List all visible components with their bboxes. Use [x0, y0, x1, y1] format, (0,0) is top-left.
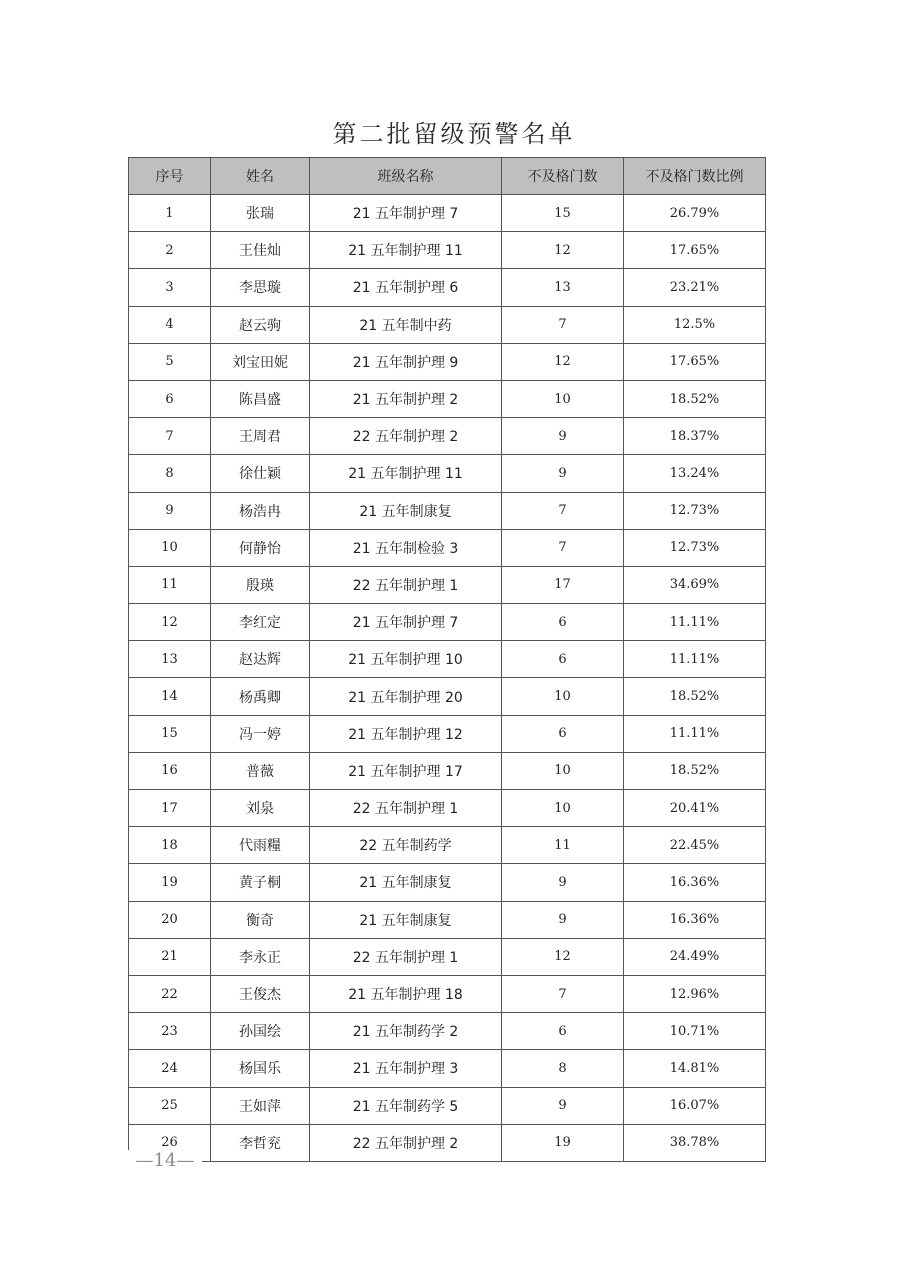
table-row: [129, 641, 766, 678]
name-cell: 王如萍: [211, 1087, 310, 1124]
class-cell: 21 五年制护理 20: [310, 678, 502, 715]
table-row: [129, 343, 766, 380]
failed-ratio-cell: 16.36%: [624, 901, 766, 938]
failed-count-cell: 10: [502, 790, 624, 827]
failed-ratio-cell: 11.11%: [624, 604, 766, 641]
class-cell: 21 五年制护理 10: [310, 641, 502, 678]
failed-count-cell: 7: [502, 975, 624, 1012]
class-cell: 21 五年制护理 2: [310, 380, 502, 417]
failed-count-cell: 8: [502, 1050, 624, 1087]
failed-ratio-cell: 23.21%: [624, 269, 766, 306]
serial-cell: 26: [129, 1124, 211, 1161]
page-title: 第二批留级预警名单: [332, 120, 576, 148]
failed-count-cell: 17: [502, 566, 624, 603]
table-row: [129, 1124, 766, 1161]
failed-ratio-cell: 38.78%: [624, 1124, 766, 1161]
table-row: [129, 380, 766, 417]
class-cell: 21 五年制康复: [310, 864, 502, 901]
serial-cell: 23: [129, 1013, 211, 1050]
serial-cell: 15: [129, 715, 211, 752]
table-row: [129, 752, 766, 789]
serial-cell: 19: [129, 864, 211, 901]
failed-ratio-cell: 12.96%: [624, 975, 766, 1012]
failed-count-cell: 9: [502, 864, 624, 901]
name-cell: 冯一婷: [211, 715, 310, 752]
failed-ratio-cell: 34.69%: [624, 566, 766, 603]
failed-ratio-cell: 14.81%: [624, 1050, 766, 1087]
serial-cell: 22: [129, 975, 211, 1012]
table-row: [129, 306, 766, 343]
failed-count-cell: 10: [502, 678, 624, 715]
header-name: 姓名: [211, 158, 310, 195]
table-row: [129, 269, 766, 306]
serial-cell: 9: [129, 492, 211, 529]
failed-count-cell: 11: [502, 827, 624, 864]
class-cell: 21 五年制康复: [310, 492, 502, 529]
name-cell: 衡奇: [211, 901, 310, 938]
failed-count-cell: 12: [502, 343, 624, 380]
failed-ratio-cell: 11.11%: [624, 641, 766, 678]
header-serial-number: 序号: [129, 158, 211, 195]
table-row: [129, 827, 766, 864]
table-row: [129, 864, 766, 901]
serial-cell: 24: [129, 1050, 211, 1087]
class-cell: 22 五年制护理 1: [310, 938, 502, 975]
class-cell: 21 五年制护理 9: [310, 343, 502, 380]
serial-cell: 8: [129, 455, 211, 492]
name-cell: 黄子桐: [211, 864, 310, 901]
name-cell: 刘宝田妮: [211, 343, 310, 380]
serial-cell: 18: [129, 827, 211, 864]
failed-ratio-cell: 18.52%: [624, 678, 766, 715]
name-cell: 孙国绘: [211, 1013, 310, 1050]
name-cell: 殷瑛: [211, 566, 310, 603]
name-cell: 赵达辉: [211, 641, 310, 678]
serial-cell: 3: [129, 269, 211, 306]
failed-count-cell: 7: [502, 529, 624, 566]
name-cell: 李哲兖: [211, 1124, 310, 1161]
table-row: [129, 492, 766, 529]
serial-cell: 4: [129, 306, 211, 343]
failed-count-cell: 6: [502, 641, 624, 678]
class-cell: 21 五年制护理 7: [310, 604, 502, 641]
table-row: [129, 1013, 766, 1050]
failed-ratio-cell: 11.11%: [624, 715, 766, 752]
serial-cell: 10: [129, 529, 211, 566]
warning-list-table: [128, 157, 766, 1162]
table-row: [129, 604, 766, 641]
table-row: [129, 1087, 766, 1124]
table-row: [129, 790, 766, 827]
failed-ratio-cell: 22.45%: [624, 827, 766, 864]
failed-count-cell: 9: [502, 455, 624, 492]
class-cell: 22 五年制护理 1: [310, 566, 502, 603]
failed-ratio-cell: 17.65%: [624, 232, 766, 269]
class-cell: 21 五年制检验 3: [310, 529, 502, 566]
name-cell: 王周君: [211, 418, 310, 455]
class-cell: 21 五年制护理 17: [310, 752, 502, 789]
failed-count-cell: 6: [502, 604, 624, 641]
failed-ratio-cell: 24.49%: [624, 938, 766, 975]
table-body: [129, 195, 766, 1162]
class-cell: 21 五年制药学 5: [310, 1087, 502, 1124]
name-cell: 王俊杰: [211, 975, 310, 1012]
table-row: [129, 529, 766, 566]
failed-ratio-cell: 12.73%: [624, 529, 766, 566]
table-row: [129, 232, 766, 269]
class-cell: 22 五年制护理 2: [310, 1124, 502, 1161]
serial-cell: 6: [129, 380, 211, 417]
failed-ratio-cell: 16.07%: [624, 1087, 766, 1124]
class-cell: 22 五年制药学: [310, 827, 502, 864]
header-class-name: 班级名称: [310, 158, 502, 195]
failed-count-cell: 6: [502, 1013, 624, 1050]
name-cell: 杨浩冉: [211, 492, 310, 529]
name-cell: 张瑞: [211, 195, 310, 232]
table-row: [129, 715, 766, 752]
failed-count-cell: 9: [502, 1087, 624, 1124]
serial-cell: 1: [129, 195, 211, 232]
page-number: —14—: [128, 1150, 202, 1172]
serial-cell: 13: [129, 641, 211, 678]
failed-ratio-cell: 13.24%: [624, 455, 766, 492]
name-cell: 徐仕颖: [211, 455, 310, 492]
name-cell: 普薇: [211, 752, 310, 789]
name-cell: 刘泉: [211, 790, 310, 827]
serial-cell: 25: [129, 1087, 211, 1124]
header-failed-count: 不及格门数: [502, 158, 624, 195]
failed-ratio-cell: 10.71%: [624, 1013, 766, 1050]
class-cell: 21 五年制药学 2: [310, 1013, 502, 1050]
class-cell: 22 五年制护理 1: [310, 790, 502, 827]
table-row: [129, 195, 766, 232]
table-row: [129, 678, 766, 715]
serial-cell: 14: [129, 678, 211, 715]
serial-cell: 21: [129, 938, 211, 975]
failed-count-cell: 10: [502, 380, 624, 417]
name-cell: 代雨糧: [211, 827, 310, 864]
table-row: [129, 566, 766, 603]
failed-count-cell: 12: [502, 232, 624, 269]
table-row: [129, 975, 766, 1012]
class-cell: 21 五年制护理 12: [310, 715, 502, 752]
failed-count-cell: 7: [502, 306, 624, 343]
name-cell: 何静怡: [211, 529, 310, 566]
table-row: [129, 455, 766, 492]
class-cell: 21 五年制中药: [310, 306, 502, 343]
table-header-row: [129, 158, 766, 195]
class-cell: 21 五年制护理 3: [310, 1050, 502, 1087]
name-cell: 陈昌盛: [211, 380, 310, 417]
failed-ratio-cell: 18.52%: [624, 752, 766, 789]
table-row: [129, 418, 766, 455]
serial-cell: 2: [129, 232, 211, 269]
failed-ratio-cell: 12.73%: [624, 492, 766, 529]
failed-ratio-cell: 18.52%: [624, 380, 766, 417]
name-cell: 李红定: [211, 604, 310, 641]
class-cell: 21 五年制护理 11: [310, 232, 502, 269]
class-cell: 21 五年制康复: [310, 901, 502, 938]
class-cell: 21 五年制护理 6: [310, 269, 502, 306]
failed-ratio-cell: 17.65%: [624, 343, 766, 380]
failed-ratio-cell: 20.41%: [624, 790, 766, 827]
class-cell: 21 五年制护理 7: [310, 195, 502, 232]
failed-count-cell: 15: [502, 195, 624, 232]
table-row: [129, 1050, 766, 1087]
name-cell: 杨国乐: [211, 1050, 310, 1087]
failed-ratio-cell: 18.37%: [624, 418, 766, 455]
header-failed-ratio: 不及格门数比例: [624, 158, 766, 195]
failed-ratio-cell: 16.36%: [624, 864, 766, 901]
name-cell: 王佳灿: [211, 232, 310, 269]
failed-ratio-cell: 12.5%: [624, 306, 766, 343]
name-cell: 赵云驹: [211, 306, 310, 343]
serial-cell: 5: [129, 343, 211, 380]
failed-count-cell: 19: [502, 1124, 624, 1161]
failed-count-cell: 7: [502, 492, 624, 529]
serial-cell: 20: [129, 901, 211, 938]
serial-cell: 17: [129, 790, 211, 827]
name-cell: 李思璇: [211, 269, 310, 306]
name-cell: 杨禹卿: [211, 678, 310, 715]
serial-cell: 12: [129, 604, 211, 641]
failed-count-cell: 10: [502, 752, 624, 789]
table-row: [129, 938, 766, 975]
serial-cell: 16: [129, 752, 211, 789]
serial-cell: 7: [129, 418, 211, 455]
failed-count-cell: 12: [502, 938, 624, 975]
failed-ratio-cell: 26.79%: [624, 195, 766, 232]
failed-count-cell: 9: [502, 418, 624, 455]
name-cell: 李永正: [211, 938, 310, 975]
failed-count-cell: 6: [502, 715, 624, 752]
serial-cell: 11: [129, 566, 211, 603]
class-cell: 22 五年制护理 2: [310, 418, 502, 455]
failed-count-cell: 13: [502, 269, 624, 306]
class-cell: 21 五年制护理 18: [310, 975, 502, 1012]
failed-count-cell: 9: [502, 901, 624, 938]
table-row: [129, 901, 766, 938]
class-cell: 21 五年制护理 11: [310, 455, 502, 492]
